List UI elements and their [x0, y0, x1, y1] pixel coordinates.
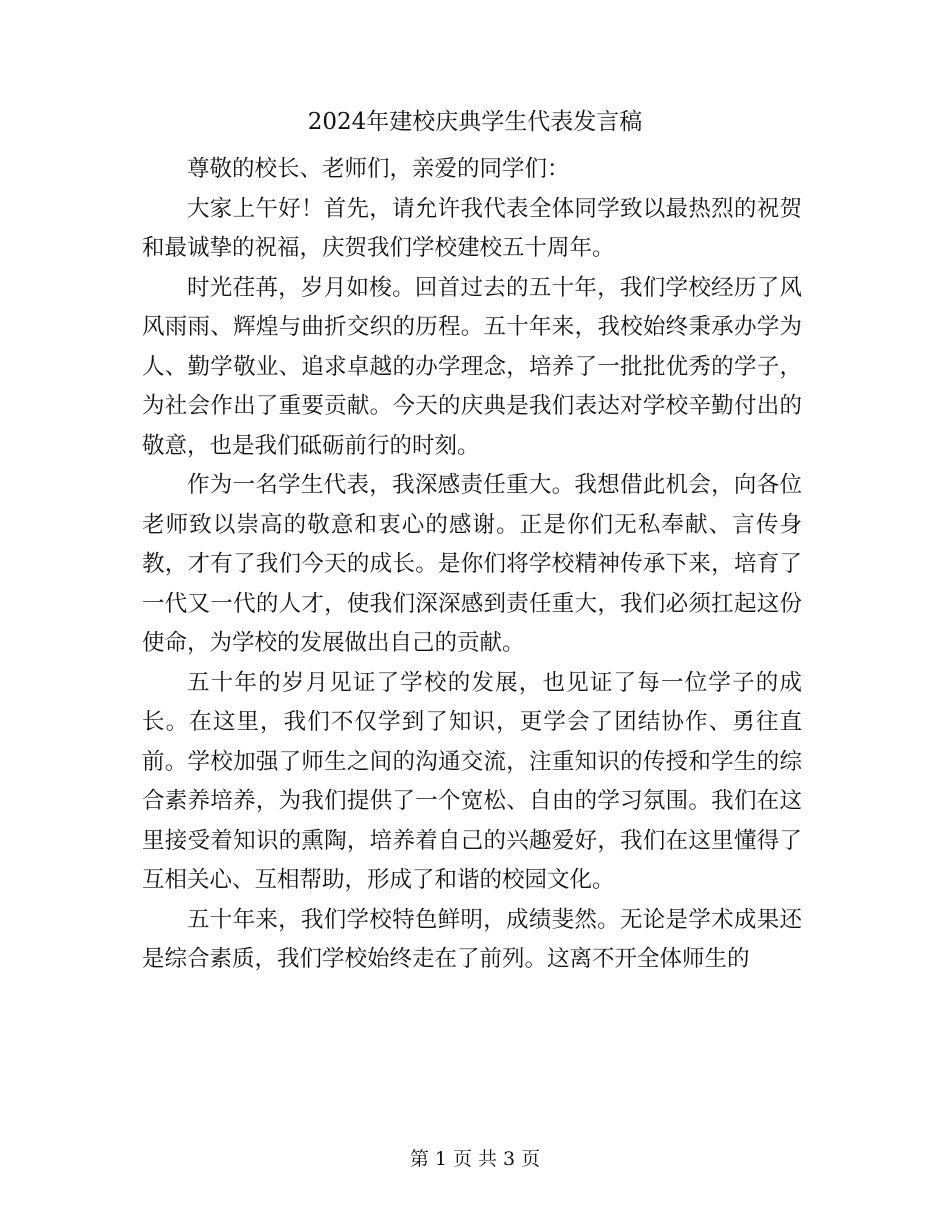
- page-number-footer: 第 1 页 共 3 页: [409, 1148, 541, 1170]
- paragraph: 作为一名学生代表，我深感责任重大。我想借此机会，向各位老师致以崇高的敬意和衷心的感谢。正是你们无私奉献、言传身教，才有了我们今天的成长。是你们将学校精神传承下来，培育了一代又一代的人才，使我们深深感到责任重大，我们必须扛起这份使命，为学校的发展做出自己的贡献。: [142, 472, 802, 656]
- document-body: [142, 150, 802, 980]
- paragraph: 五十年的岁月见证了学校的发展，也见证了每一位学子的成长。在这里，我们不仅学到了知识，更学会了团结协作、勇往直前。学校加强了师生之间的沟通交流，注重知识的传授和学生的综合素养培养，为我们提供了一个宽松、自由的学习氛围。我们在这里接受着知识的熏陶，培养着自己的兴趣爱好，我们在这里懂得了互相关心、互相帮助，形成了和谐的校园文化。: [142, 669, 802, 893]
- paragraph: 时光荏苒，岁月如梭。回首过去的五十年，我们学校经历了风风雨雨、辉煌与曲折交织的历程。五十年来，我校始终秉承办学为人、勤学敬业、追求卓越的办学理念，培养了一批批优秀的学子，为社会作出了重要贡献。今天的庆典是我们表达对学校辛勤付出的敬意，也是我们砥砺前行的时刻。: [142, 274, 802, 459]
- paragraph: 大家上午好！首先，请允许我代表全体同学致以最热烈的祝贺和最诚挚的祝福，庆贺我们学校建校五十周年。: [142, 195, 802, 261]
- paragraph: 五十年来，我们学校特色鲜明，成绩斐然。无论是学术成果还是综合素质，我们学校始终走在了前列。这离不开全体师生的: [142, 906, 802, 972]
- document-title: 2024年建校庆典学生代表发言稿: [307, 109, 643, 135]
- paragraph-salutation: 尊敬的校长、老师们，亲爱的同学们：: [187, 156, 570, 182]
